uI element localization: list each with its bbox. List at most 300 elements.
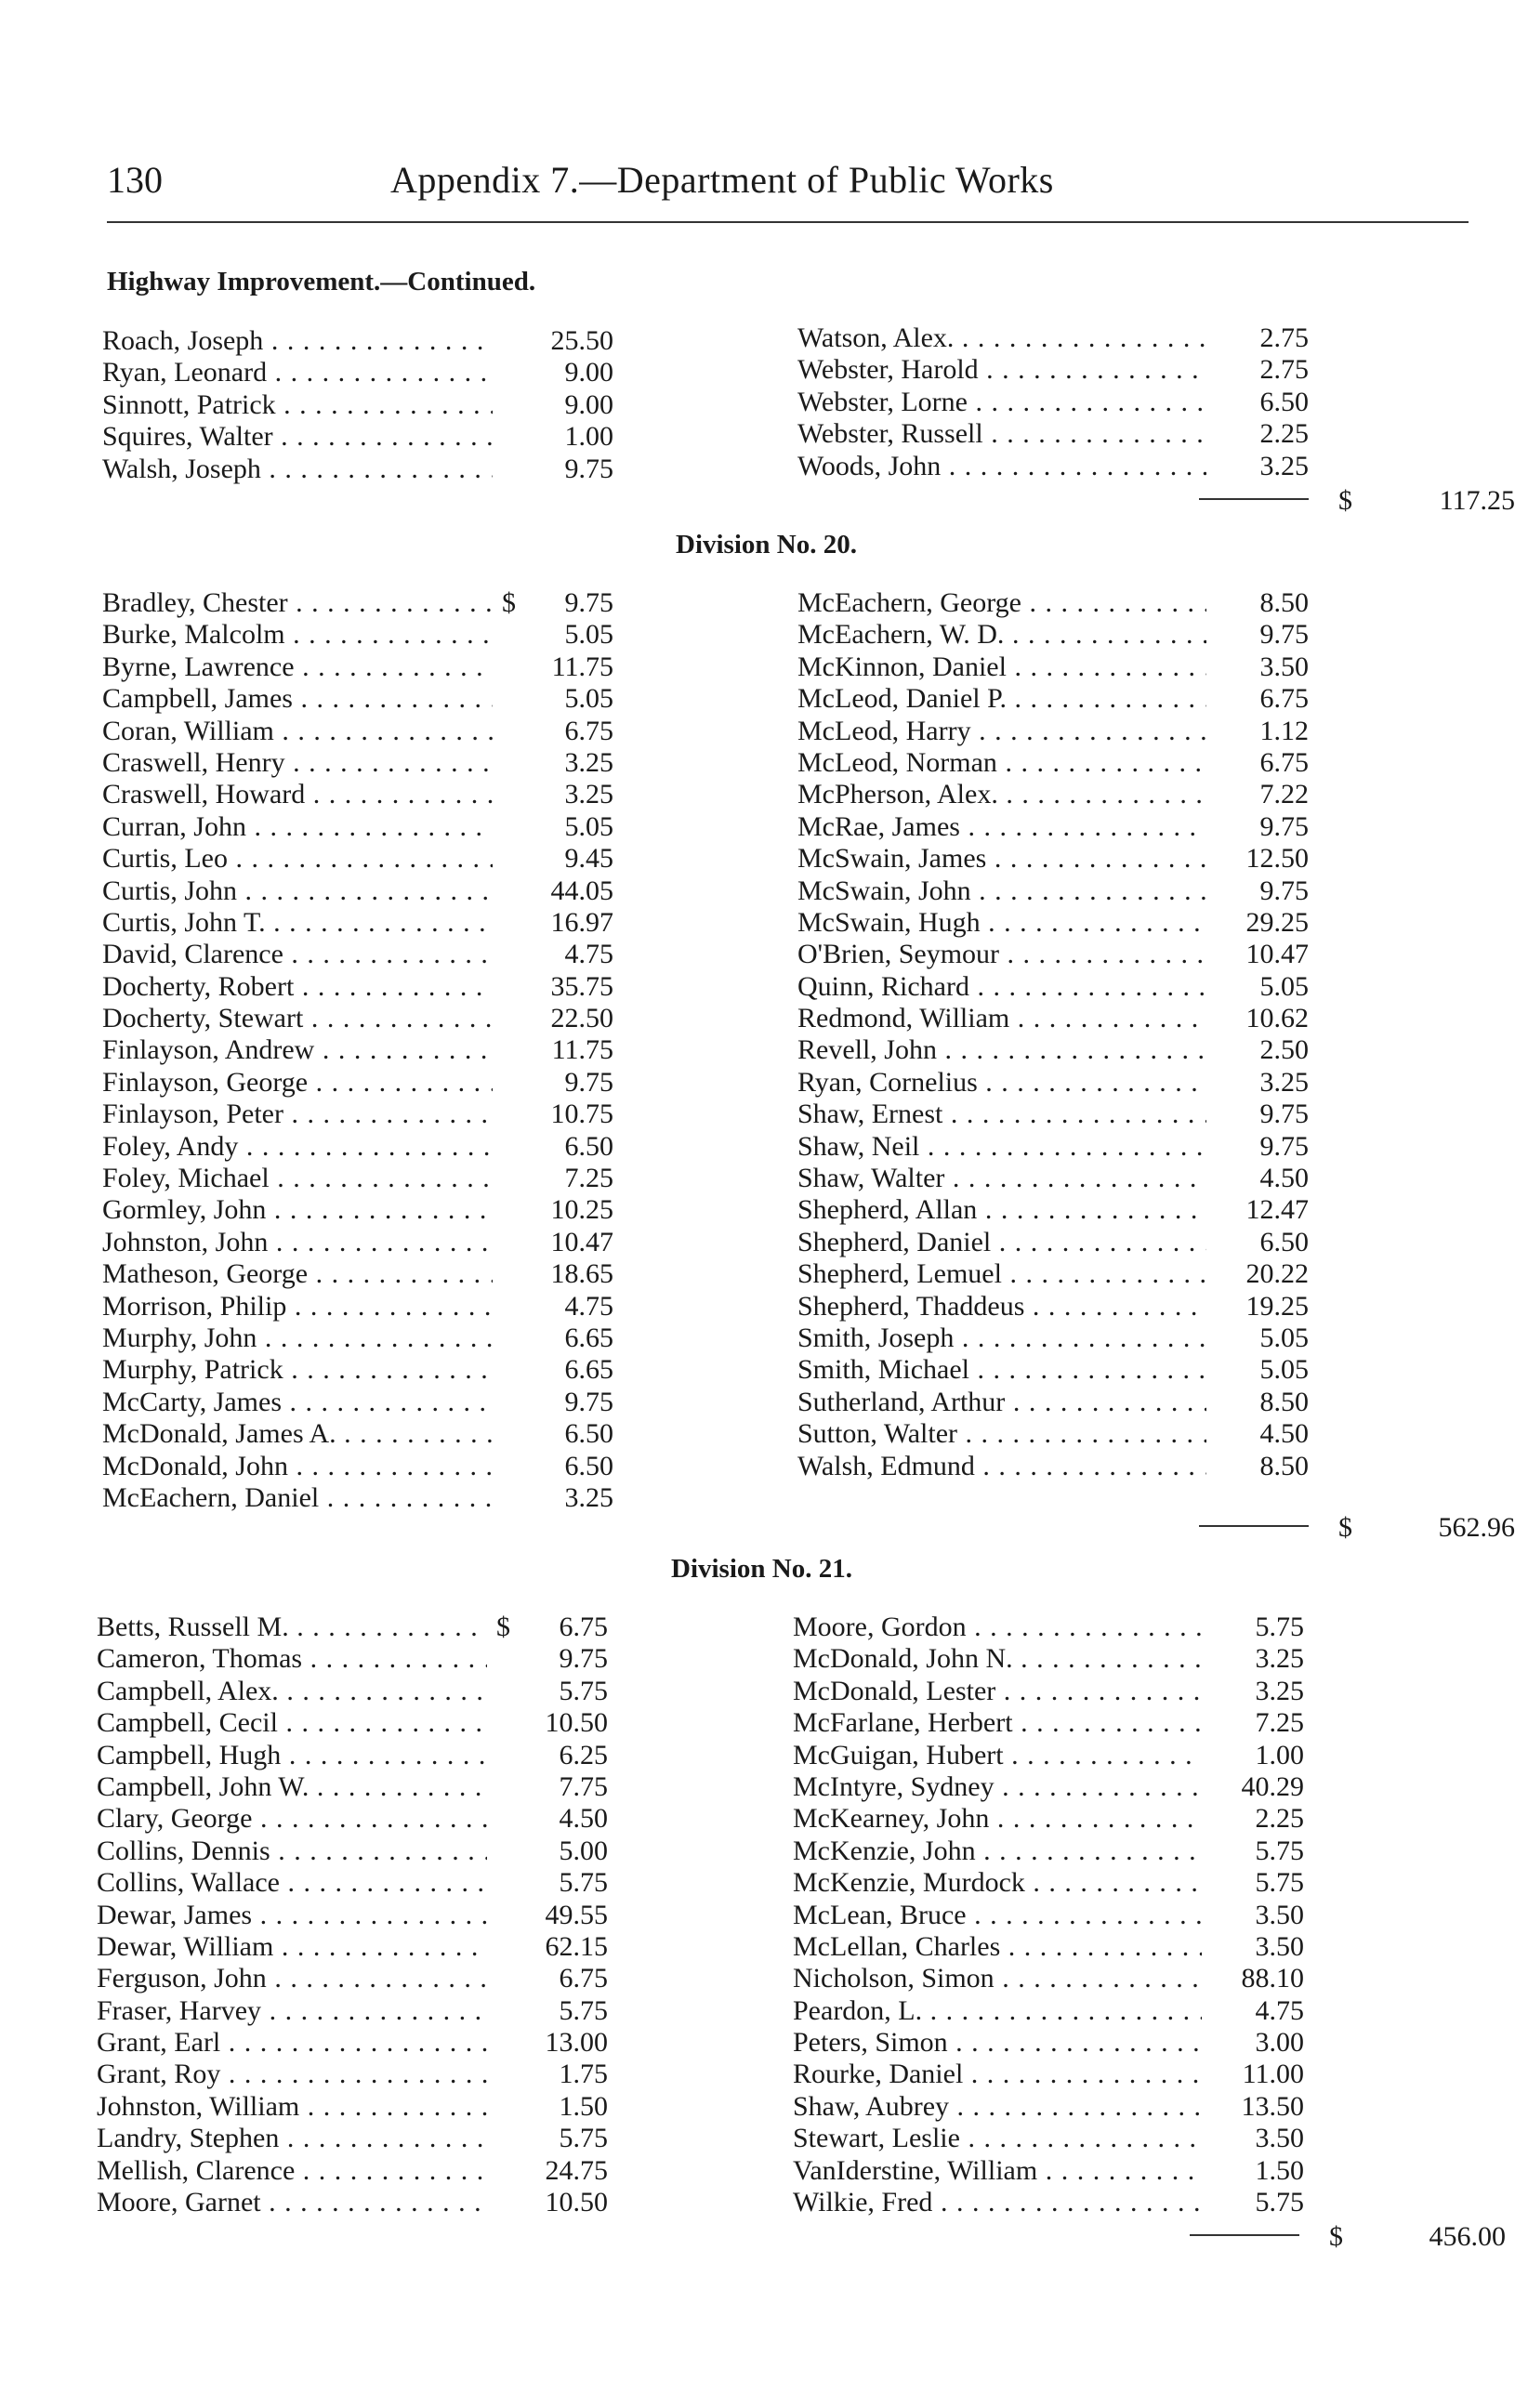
entry-amount: 19.25 [1245, 1290, 1309, 1322]
entry-amount: 9.75 [1259, 619, 1309, 651]
entry-amount: 3.25 [564, 746, 613, 778]
entry-row [797, 322, 1318, 354]
entry-name: Peardon, L. . . . [793, 1995, 1202, 2027]
entry-name: Ryan, Leonard . . . [102, 357, 493, 388]
entry-name: Rourke, Daniel . . . [793, 2059, 1202, 2090]
entry-row [102, 357, 623, 388]
entry-amount: 13.00 [545, 2027, 608, 2059]
entry-name: Revell, John . . . [797, 1034, 1206, 1066]
entry-row [793, 2059, 1313, 2090]
entry-name: Campbell, Hugh . . . [97, 1740, 487, 1771]
entry-name: Curtis, Leo . . . [102, 843, 493, 875]
entry-row [797, 907, 1318, 939]
entry-amount: 7.25 [1255, 1707, 1304, 1739]
entry-row [102, 619, 623, 651]
entry-row [102, 1099, 623, 1130]
entry-row [97, 2027, 617, 2059]
entry-amount: 10.50 [545, 2187, 608, 2218]
division-21-total [1190, 2221, 1506, 2258]
entry-amount: 7.75 [559, 1770, 608, 1802]
entry-row [793, 1867, 1313, 1899]
entry-amount: 4.75 [564, 1290, 613, 1322]
entry-name: Webster, Russell . . . [797, 418, 1206, 450]
entry-row [102, 1291, 623, 1322]
entry-name: Morrison, Philip . . . [102, 1291, 493, 1322]
entry-name: Ryan, Cornelius . . . [797, 1067, 1206, 1099]
entry-amount: 29.25 [1245, 906, 1309, 938]
entry-row [102, 747, 623, 779]
entry-amount: 2.75 [1259, 322, 1309, 353]
entry-name: Betts, Russell M. . . . [97, 1612, 487, 1643]
entry-name: Campbell, James . . . [102, 683, 493, 715]
entry-amount: 9.75 [564, 453, 613, 484]
entry-name: Smith, Joseph . . . [797, 1322, 1206, 1354]
entry-amount: 1.50 [559, 2090, 608, 2122]
entry-row [797, 651, 1318, 683]
entry-row [102, 811, 623, 843]
entry-row [793, 1643, 1313, 1675]
entry-name: Coran, William . . . [102, 716, 493, 747]
entry-row [97, 1995, 617, 2027]
entry-row [97, 1963, 617, 1994]
entry-amount: 3.25 [1259, 450, 1309, 481]
entry-amount: 9.75 [564, 587, 613, 618]
entry-name: Johnston, William . . . [97, 2091, 487, 2123]
block1-total [1199, 485, 1515, 522]
entry-amount: 3.25 [1259, 1066, 1309, 1098]
entry-name: Craswell, Henry . . . [102, 747, 493, 779]
entry-name: McSwain, James . . . [797, 843, 1206, 875]
entry-row [102, 1067, 623, 1099]
entry-amount: 5.05 [564, 619, 613, 651]
entry-row [97, 2091, 617, 2123]
entry-row [102, 1163, 623, 1194]
entry-amount: 5.75 [1255, 1867, 1304, 1899]
entry-row [797, 1418, 1318, 1450]
entry-row [102, 1451, 623, 1482]
entry-amount: 6.50 [564, 1450, 613, 1481]
entry-amount: 12.47 [1245, 1194, 1309, 1226]
entry-amount: 11.75 [551, 651, 613, 682]
entry-row [793, 1836, 1313, 1867]
entry-row [97, 1931, 617, 1963]
entry-name: Shepherd, Lemuel . . . [797, 1258, 1206, 1290]
entry-name: Redmond, William . . . [797, 1003, 1206, 1034]
entry-amount: 6.25 [559, 1739, 608, 1770]
entry-row [102, 389, 623, 421]
entry-row [102, 1034, 623, 1066]
entry-name: Shepherd, Daniel . . . [797, 1227, 1206, 1258]
entry-row [102, 651, 623, 683]
entry-amount: 5.75 [559, 1675, 608, 1706]
entry-amount: 3.25 [1255, 1675, 1304, 1706]
entry-amount: 5.75 [1255, 1612, 1304, 1642]
entry-amount: 49.55 [545, 1899, 608, 1930]
entry-name: Sutton, Walter . . . [797, 1418, 1206, 1450]
entry-row [797, 1163, 1318, 1194]
division-21-heading: Division No. 21. [671, 1554, 852, 1584]
entry-name: McEachern, Daniel . . . [102, 1482, 493, 1514]
entry-amount: 2.50 [1259, 1034, 1309, 1066]
entry-amount: 11.75 [551, 1034, 613, 1066]
entry-row [97, 1612, 617, 1643]
entry-name: Collins, Wallace . . . [97, 1867, 487, 1899]
entry-row [97, 1740, 617, 1771]
entry-amount: 9.45 [564, 843, 613, 875]
entry-row [797, 1387, 1318, 1418]
total-amount: 456.00 [1429, 2221, 1506, 2252]
entry-amount: 2.25 [1259, 418, 1309, 450]
entry-amount: 6.75 [1259, 746, 1309, 778]
entry-row [102, 587, 623, 619]
entry-row [97, 1867, 617, 1899]
entry-name: Bradley, Chester . . . [102, 587, 493, 619]
entry-name: Grant, Earl . . . [97, 2027, 487, 2059]
entry-row [797, 619, 1318, 651]
dollar-sign: $ [502, 587, 516, 618]
entry-amount: 6.65 [564, 1322, 613, 1353]
entry-name: Walsh, Edmund . . . [797, 1451, 1206, 1482]
entry-amount: 4.50 [1259, 1163, 1309, 1194]
entry-name: McLellan, Charles . . . [793, 1931, 1202, 1963]
entry-amount: 9.75 [564, 1386, 613, 1417]
entry-amount: 1.00 [564, 421, 613, 453]
entry-amount: 5.05 [1259, 1322, 1309, 1353]
entry-row [97, 1707, 617, 1739]
entry-name: Campbell, Alex. . . . [97, 1676, 487, 1707]
entry-name: McEachern, W. D. . . . [797, 619, 1206, 651]
dollar-sign: $ [496, 1612, 510, 1642]
entry-amount: 24.75 [545, 2154, 608, 2186]
entry-amount: 5.75 [559, 1867, 608, 1899]
entry-row [797, 1194, 1318, 1226]
entry-name: Murphy, John . . . [102, 1322, 493, 1354]
entry-name: Moore, Gordon . . . [793, 1612, 1202, 1643]
entry-name: McKenzie, Murdock . . . [793, 1867, 1202, 1899]
entry-amount: 3.50 [1255, 1899, 1304, 1930]
entry-name: VanIderstine, William . . . [793, 2155, 1202, 2187]
entry-amount: 6.50 [1259, 1226, 1309, 1257]
entry-name: Fraser, Harvey . . . [97, 1995, 487, 2027]
entry-name: Docherty, Stewart . . . [102, 1003, 493, 1034]
entry-name: Webster, Lorne . . . [797, 387, 1206, 418]
entry-row [797, 387, 1318, 418]
entry-row [97, 1643, 617, 1675]
header-rule [107, 221, 1469, 223]
entry-row [102, 1194, 623, 1226]
entry-amount: 5.75 [1255, 1835, 1304, 1866]
entry-row [797, 1451, 1318, 1482]
page-header [107, 158, 1473, 214]
entry-amount: 6.65 [564, 1354, 613, 1386]
entry-name: McFarlane, Herbert . . . [793, 1707, 1202, 1739]
entry-amount: 10.50 [545, 1707, 608, 1739]
entry-amount: 6.50 [1259, 386, 1309, 417]
page-number: 130 [107, 159, 163, 201]
entry-name: McLeod, Harry . . . [797, 716, 1206, 747]
total-rule [1190, 2234, 1299, 2236]
entry-amount: 1.75 [559, 2059, 608, 2090]
entry-row [102, 1322, 623, 1354]
entry-row [793, 2091, 1313, 2123]
entry-amount: 6.75 [1259, 683, 1309, 715]
entry-name: Gormley, John . . . [102, 1194, 493, 1226]
entry-amount: 7.25 [564, 1163, 613, 1194]
entry-row [793, 1612, 1313, 1643]
entry-name: Moore, Garnet . . . [97, 2187, 487, 2218]
entry-row [797, 1291, 1318, 1322]
entry-amount: 5.05 [564, 810, 613, 842]
entry-name: Dewar, James . . . [97, 1900, 487, 1931]
entry-row [797, 354, 1318, 386]
total-amount: 562.96 [1438, 1512, 1515, 1543]
entry-name: Shaw, Neil . . . [797, 1131, 1206, 1163]
page-title: Appendix 7.—Department of Public Works [390, 159, 1054, 201]
entry-name: Curtis, John T. . . . [102, 907, 493, 939]
entry-name: Quinn, Richard . . . [797, 971, 1206, 1003]
entry-row [793, 1676, 1313, 1707]
entry-row [797, 1322, 1318, 1354]
entry-amount: 16.97 [550, 906, 613, 938]
entry-amount: 10.47 [550, 1226, 613, 1257]
entry-amount: 8.50 [1259, 1386, 1309, 1417]
entry-amount: 12.50 [1245, 843, 1309, 875]
entry-amount: 5.05 [1259, 970, 1309, 1002]
total-dollar-sign: $ [1338, 1512, 1352, 1543]
entry-amount: 3.50 [1259, 651, 1309, 682]
total-dollar-sign: $ [1329, 2221, 1343, 2252]
entry-row [102, 971, 623, 1003]
entry-amount: 8.50 [1259, 587, 1309, 618]
entry-name: Cameron, Thomas . . . [97, 1643, 487, 1675]
entry-amount: 3.50 [1255, 2123, 1304, 2154]
entry-name: Clary, George . . . [97, 1803, 487, 1835]
entry-row [102, 421, 623, 453]
entry-name: McLeod, Daniel P. . . . [797, 683, 1206, 715]
entry-name: Smith, Michael . . . [797, 1354, 1206, 1386]
entry-amount: 9.75 [559, 1643, 608, 1675]
entry-name: Webster, Harold . . . [797, 354, 1206, 386]
entry-row [97, 1771, 617, 1803]
entry-row [97, 2187, 617, 2218]
entry-row [793, 1707, 1313, 1739]
entry-amount: 6.75 [559, 1963, 608, 1994]
entry-row [793, 1771, 1313, 1803]
entry-row [102, 907, 623, 939]
entry-row [797, 1131, 1318, 1163]
entry-amount: 5.00 [559, 1835, 608, 1866]
entry-name: Campbell, John W. . . . [97, 1771, 487, 1803]
entry-amount: 9.75 [1259, 875, 1309, 906]
entry-amount: 8.50 [1259, 1450, 1309, 1481]
entry-amount: 1.12 [1259, 715, 1309, 746]
entry-name: McKenzie, John . . . [793, 1836, 1202, 1867]
division-20-heading: Division No. 20. [676, 530, 857, 559]
entry-amount: 5.05 [1259, 1354, 1309, 1386]
entry-amount: 6.50 [564, 1418, 613, 1450]
entry-amount: 1.50 [1255, 2154, 1304, 2186]
total-rule [1199, 498, 1309, 500]
total-rule [1199, 1525, 1309, 1527]
entry-name: Finlayson, Peter . . . [102, 1099, 493, 1130]
entry-row [797, 1258, 1318, 1290]
entry-name: McDonald, James A. . . . [102, 1418, 493, 1450]
entry-name: McDonald, John . . . [102, 1451, 493, 1482]
entry-name: Curtis, John . . . [102, 875, 493, 907]
entry-row [797, 1354, 1318, 1386]
entry-name: McKinnon, Daniel . . . [797, 651, 1206, 683]
entry-name: Wilkie, Fred . . . [793, 2187, 1202, 2218]
entry-row [793, 1995, 1313, 2027]
entry-amount: 4.75 [564, 939, 613, 970]
entry-name: David, Clarence . . . [102, 939, 493, 970]
entry-amount: 9.00 [564, 388, 613, 420]
entry-amount: 5.75 [1255, 2187, 1304, 2218]
entry-name: Sinnott, Patrick . . . [102, 389, 493, 421]
entry-row [793, 2187, 1313, 2218]
entry-name: McIntyre, Sydney . . . [793, 1771, 1202, 1803]
entry-row [793, 1931, 1313, 1963]
entry-row [97, 1803, 617, 1835]
total-amount: 117.25 [1439, 485, 1515, 516]
entry-row [97, 2059, 617, 2090]
entry-name: Sutherland, Arthur . . . [797, 1387, 1206, 1418]
entry-row [102, 939, 623, 970]
entry-row [102, 875, 623, 907]
entry-amount: 1.00 [1255, 1739, 1304, 1770]
entry-row [797, 1067, 1318, 1099]
entry-row [797, 587, 1318, 619]
entry-name: Shepherd, Thaddeus . . . [797, 1291, 1206, 1322]
entry-amount: 44.05 [550, 875, 613, 906]
entry-name: Nicholson, Simon . . . [793, 1963, 1202, 1994]
entry-name: Shaw, Walter . . . [797, 1163, 1206, 1194]
entry-row [797, 418, 1318, 450]
entry-row [102, 1258, 623, 1290]
entry-row [797, 1227, 1318, 1258]
entry-amount: 25.50 [550, 325, 613, 356]
entry-name: Peters, Simon . . . [793, 2027, 1202, 2059]
entry-row [102, 683, 623, 715]
entry-row [797, 939, 1318, 970]
division-21-left-column [97, 1612, 617, 2218]
entry-row [102, 1003, 623, 1034]
entry-amount: 9.75 [564, 1066, 613, 1098]
entry-amount: 40.29 [1241, 1770, 1304, 1802]
entry-row [797, 747, 1318, 779]
entry-row [793, 2027, 1313, 2059]
entry-row [102, 325, 623, 357]
entry-amount: 18.65 [550, 1258, 613, 1290]
section-heading: Highway Improvement.—Continued. [107, 267, 536, 296]
total-dollar-sign: $ [1338, 485, 1352, 516]
entry-amount: 11.00 [1242, 2059, 1304, 2090]
entry-amount: 6.75 [564, 715, 613, 746]
division-20-left-column [102, 587, 623, 1514]
entry-amount: 3.25 [564, 779, 613, 810]
entry-name: McLeod, Norman . . . [797, 747, 1206, 779]
entry-name: McDonald, Lester . . . [793, 1676, 1202, 1707]
entry-name: Matheson, George . . . [102, 1258, 493, 1290]
entry-row [97, 2155, 617, 2187]
entry-row [102, 454, 623, 485]
entry-name: Grant, Roy . . . [97, 2059, 487, 2090]
entry-amount: 3.25 [1255, 1643, 1304, 1675]
entry-name: Walsh, Joseph . . . [102, 454, 493, 485]
entry-row [797, 451, 1318, 482]
entry-name: Docherty, Robert . . . [102, 971, 493, 1003]
entry-amount: 13.50 [1241, 2090, 1304, 2122]
entry-row [793, 1740, 1313, 1771]
entry-amount: 5.75 [559, 1994, 608, 2026]
entry-amount: 3.00 [1255, 2027, 1304, 2059]
entry-amount: 5.75 [559, 2123, 608, 2154]
entry-name: McEachern, George . . . [797, 587, 1206, 619]
entry-amount: 4.75 [1255, 1994, 1304, 2026]
entry-name: Foley, Michael . . . [102, 1163, 493, 1194]
entry-name: Shaw, Aubrey . . . [793, 2091, 1202, 2123]
entry-row [797, 779, 1318, 810]
entry-name: McDonald, John N. . . . [793, 1643, 1202, 1675]
entry-name: McKearney, John . . . [793, 1803, 1202, 1835]
entry-name: McCarty, James . . . [102, 1387, 493, 1418]
entry-name: McRae, James . . . [797, 811, 1206, 843]
division-21-right-column [793, 1612, 1313, 2218]
entry-amount: 88.10 [1241, 1963, 1304, 1994]
entry-name: Shaw, Ernest . . . [797, 1099, 1206, 1130]
block1-left-column [102, 325, 623, 485]
block1-right-column [797, 322, 1318, 482]
entry-row [793, 2155, 1313, 2187]
entry-row [102, 1387, 623, 1418]
entry-name: Murphy, Patrick . . . [102, 1354, 493, 1386]
entry-name: Dewar, William . . . [97, 1931, 487, 1963]
entry-amount: 5.05 [564, 683, 613, 715]
entry-row [97, 1836, 617, 1867]
entry-name: Stewart, Leslie . . . [793, 2123, 1202, 2154]
entry-amount: 62.15 [545, 1930, 608, 1962]
entry-name: Shepherd, Allan . . . [797, 1194, 1206, 1226]
entry-name: Watson, Alex. . . . [797, 322, 1206, 354]
entry-row [102, 1354, 623, 1386]
entry-name: Foley, Andy . . . [102, 1131, 493, 1163]
entry-amount: 10.47 [1245, 939, 1309, 970]
entry-amount: 10.75 [550, 1099, 613, 1130]
entry-amount: 2.75 [1259, 354, 1309, 386]
entry-amount: 3.50 [1255, 1930, 1304, 1962]
entry-row [797, 811, 1318, 843]
entry-name: Woods, John . . . [797, 451, 1206, 482]
entry-name: Campbell, Cecil . . . [97, 1707, 487, 1739]
entry-name: Byrne, Lawrence . . . [102, 651, 493, 683]
entry-row [797, 1034, 1318, 1066]
entry-name: Craswell, Howard . . . [102, 779, 493, 810]
entry-row [797, 1003, 1318, 1034]
entry-row [102, 1418, 623, 1450]
entry-name: Landry, Stephen . . . [97, 2123, 487, 2154]
entry-amount: 9.00 [564, 357, 613, 388]
entry-name: O'Brien, Seymour . . . [797, 939, 1206, 970]
entry-row [797, 971, 1318, 1003]
entry-name: Ferguson, John . . . [97, 1963, 487, 1994]
entry-amount: 6.75 [559, 1612, 608, 1642]
entry-row [793, 1963, 1313, 1994]
entry-name: McLean, Bruce . . . [793, 1900, 1202, 1931]
entry-amount: 3.25 [564, 1481, 613, 1513]
entry-amount: 22.50 [550, 1003, 613, 1034]
entry-name: Finlayson, Andrew . . . [102, 1034, 493, 1066]
entry-amount: 2.25 [1255, 1803, 1304, 1835]
